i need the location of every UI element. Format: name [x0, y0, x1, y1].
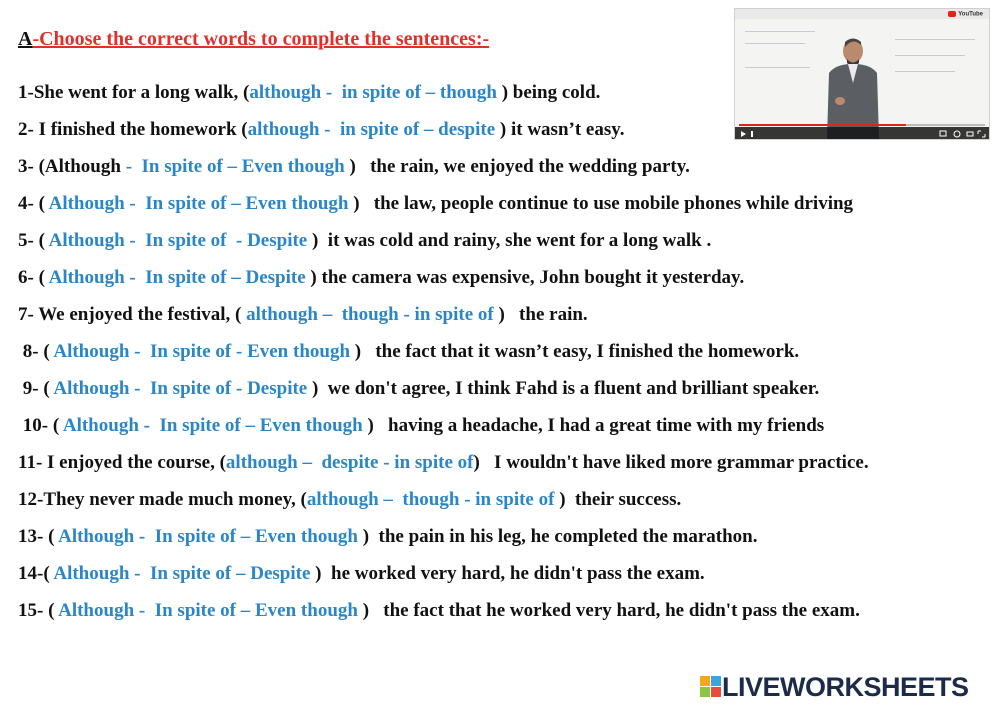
logo-text: LIVEWORKSHEETS [722, 672, 969, 702]
sentence-2 [18, 119, 624, 141]
sentence-6 [18, 267, 744, 289]
next-icon[interactable] [751, 131, 753, 137]
settings-icon[interactable] [954, 131, 960, 137]
play-icon [948, 11, 956, 17]
sentence-text: 2- I finished the homework ( [18, 119, 248, 140]
sentence-12 [18, 489, 681, 511]
sentence-10 [18, 415, 824, 437]
sentence-text: 7- We enjoyed the festival, ( [18, 304, 247, 325]
sentence-text: ) their success. [554, 489, 682, 510]
answer-options[interactable]: Although - In spite of - Despite [48, 230, 308, 251]
sentence-text: ) the fact that he worked very hard, he didn't pass the exam. [357, 600, 860, 621]
answer-options[interactable]: Although - In spite of - Despite [53, 378, 308, 399]
whiteboard-line [745, 67, 810, 68]
sentence-text: ) it was cold and rainy, she went for a long walk . [307, 230, 712, 251]
sentence-7 [18, 304, 588, 326]
instruction-title: -Choose the correct words to complete the sentences:- [32, 28, 490, 50]
sentence-9 [18, 378, 819, 400]
sentence-text: 15- ( [18, 600, 59, 621]
whiteboard-line [745, 31, 815, 32]
answer-options[interactable]: Although - In spite of – Despite [48, 267, 306, 288]
sentence-4 [18, 193, 853, 215]
whiteboard-line [745, 43, 805, 44]
sentence-text: ) he worked very hard, he didn't pass the exam. [310, 563, 705, 584]
section-letter: A [18, 28, 33, 50]
sentence-text: 13- ( [18, 526, 59, 547]
sentence-text: 4- ( [18, 193, 49, 214]
sentence-text: 5- ( [18, 230, 49, 251]
whiteboard-line [895, 55, 965, 56]
sentence-text: ) having a headache, I had a great time with my friends [362, 415, 825, 436]
answer-options[interactable]: Although - In spite of – Even though [48, 193, 349, 214]
whiteboard-line [895, 71, 955, 72]
sentence-text: ) it wasn’t easy. [495, 119, 625, 140]
answer-options[interactable]: Although - In spite of – Even though [58, 526, 358, 547]
answer-options[interactable]: Although - In spite of – Despite [53, 563, 311, 584]
youtube-logo: YouTube [948, 11, 983, 18]
sentence-11 [18, 452, 869, 474]
play-button-icon[interactable] [741, 131, 746, 137]
sentence-15 [18, 600, 860, 622]
sentence-text: ) the rain, we enjoyed the wedding party. [344, 156, 690, 177]
sentence-text: 14-( [18, 563, 54, 584]
sentence-text: ) the camera was expensive, John bought it yesterday. [305, 267, 745, 288]
sentence-text: ) the rain. [493, 304, 588, 325]
answer-options[interactable]: Although - In spite of – Even though [58, 600, 358, 621]
answer-options[interactable]: Although - In spite of – Even though [62, 415, 363, 436]
video-thumbnail[interactable] [734, 8, 990, 140]
answer-options[interactable]: although – despite - in spite of [225, 452, 474, 473]
sentence-text: 3- (Although [18, 156, 126, 177]
answer-options[interactable]: although – though - in spite of [306, 489, 555, 510]
sentence-text: 6- ( [18, 267, 49, 288]
exercise-heading [18, 28, 489, 51]
video-progress-bar[interactable] [739, 124, 985, 126]
logo-blocks-icon [700, 676, 722, 700]
answer-options[interactable]: - In spite of – Even though [125, 156, 345, 177]
whiteboard-line [895, 39, 975, 40]
theater-icon[interactable] [967, 132, 973, 136]
sentence-text: ) we don't agree, I think Fahd is a fluent and brilliant speaker. [307, 378, 820, 399]
sentence-text: ) the law, people continue to use mobile phones while driving [348, 193, 854, 214]
sentence-text: 1-She went for a long walk, ( [18, 82, 250, 103]
answer-options[interactable]: although – though - in spite of [246, 304, 494, 325]
sentence-8 [18, 341, 799, 363]
sentence-text: ) being cold. [496, 82, 601, 103]
liveworksheets-logo [700, 672, 969, 700]
sentence-text: 11- I enjoyed the course, ( [18, 452, 226, 473]
sentence-text: ) I wouldn't have liked more grammar practice. [473, 452, 869, 473]
sentence-text: 8- ( [18, 341, 54, 362]
answer-options[interactable]: although - in spite of – though [249, 82, 497, 103]
sentence-5 [18, 230, 711, 252]
sentence-text: 9- ( [18, 378, 54, 399]
video-controls[interactable] [735, 127, 989, 139]
sentence-text: 12-They never made much money, ( [18, 489, 307, 510]
video-progress-fill [739, 124, 906, 126]
sentence-text: ) the fact that it wasn’t easy, I finished the homework. [350, 341, 800, 362]
subtitles-icon[interactable] [940, 131, 946, 136]
sentence-text: 10- ( [18, 415, 63, 436]
fullscreen-icon[interactable] [978, 131, 985, 137]
sentence-13 [18, 526, 757, 548]
answer-options[interactable]: although - in spite of – despite [247, 119, 496, 140]
answer-options[interactable]: Although - In spite of - Even though [53, 341, 351, 362]
sentence-3 [18, 156, 690, 178]
sentence-1 [18, 82, 600, 104]
sentence-14 [18, 563, 705, 585]
sentence-text: ) the pain in his leg, he completed the marathon. [357, 526, 758, 547]
